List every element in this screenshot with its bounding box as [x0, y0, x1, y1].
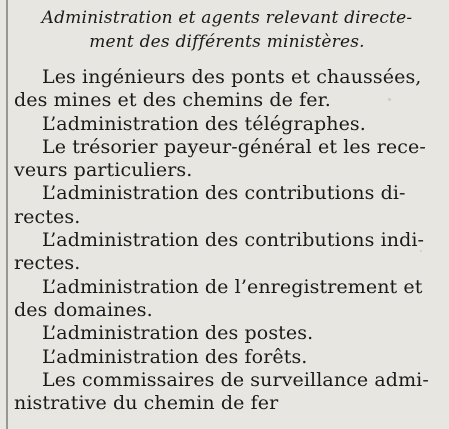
list-item: Les commissaires de surveillance admi-: [42, 368, 429, 391]
heading-line-1: Administration et agents relevant directe-: [41, 8, 413, 28]
paper-speck: [300, 330, 302, 332]
list-item-continuation: nistrative du chemin de fer: [14, 392, 279, 415]
list-item: Le trésorier payeur-général et les rece-: [42, 135, 426, 158]
paper-speck: [420, 250, 422, 252]
paper-speck: [388, 98, 391, 101]
list-item-continuation: rectes.: [14, 252, 81, 275]
list-item: Les ingénieurs des ponts et chaussées,: [42, 66, 422, 88]
list-item-continuation: des domaines.: [14, 298, 153, 321]
list-body: [14, 66, 444, 415]
list-item: L’administration des contributions di-: [42, 182, 406, 205]
list-item: L’administration des contributions indi-: [42, 229, 425, 252]
column-rule: [6, 0, 8, 429]
list-item: L’administration des télégraphes.: [42, 112, 366, 135]
list-item: L’administration des forêts.: [42, 345, 308, 368]
list-item-continuation: rectes.: [14, 205, 81, 228]
list-item: L’administration des postes.: [42, 322, 314, 345]
list-item-continuation: veurs particuliers.: [14, 159, 193, 182]
list-item-continuation: des mines et des chemins de fer.: [14, 89, 331, 112]
list-item: L’administration de l’enregistrement et: [42, 275, 423, 298]
heading-line-2: ment des différents ministères.: [89, 32, 365, 52]
section-heading: [12, 6, 442, 54]
